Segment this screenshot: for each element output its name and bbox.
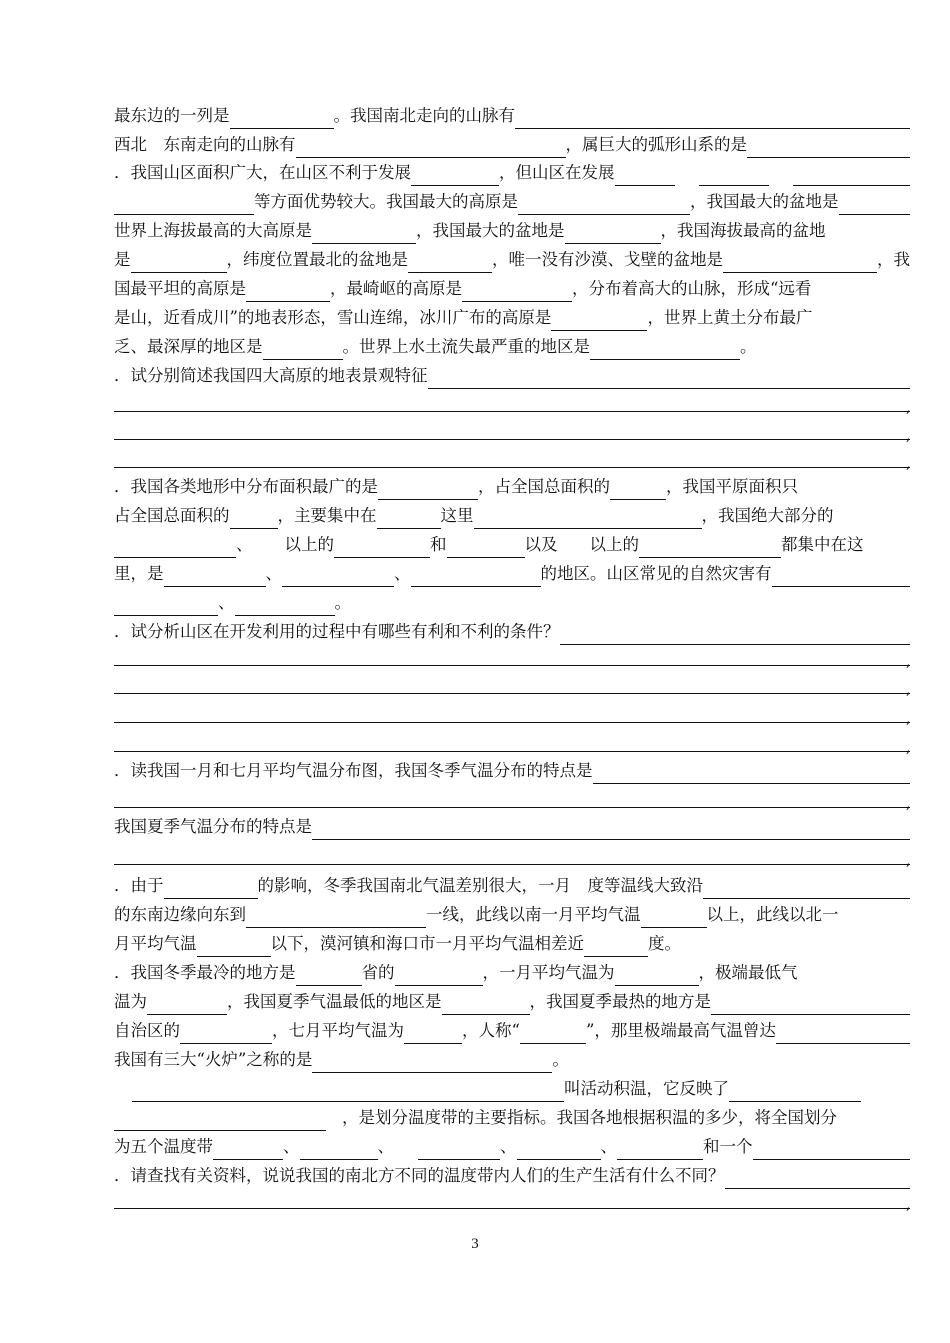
answer-blank[interactable] [296, 137, 566, 158]
question-text: 一线，此线以南一月平均气温 [426, 905, 641, 924]
answer-blank[interactable] [703, 878, 910, 899]
answer-blank[interactable] [753, 1139, 911, 1160]
question-line [114, 561, 910, 587]
question-text: ．读我国一月和七月平均气温分布图，我国冬季气温分布的特点是 [114, 761, 593, 780]
question-line [114, 873, 910, 899]
question-line [114, 532, 910, 558]
answer-blank[interactable] [164, 878, 258, 899]
answer-line[interactable] [114, 439, 910, 440]
question-text: ，七月平均气温为 [272, 1021, 404, 1040]
question-line [114, 247, 910, 273]
answer-blank[interactable] [590, 339, 740, 360]
answer-blank[interactable] [197, 936, 271, 957]
question-text: 叫活动积温，它反映了 [564, 1079, 729, 1098]
question-text: 。我国南北走向的山脉有 [333, 106, 515, 125]
question-text: ．请查找有关资料，说说我国的南北方不同的温度带内人们的生产生活有什么不同？ [114, 1166, 725, 1185]
answer-blank[interactable] [408, 252, 492, 273]
question-text: ，一月平均气温为 [482, 963, 615, 982]
answer-blank[interactable] [447, 537, 525, 558]
answer-blank[interactable] [462, 281, 572, 302]
question-line [114, 160, 910, 186]
question-text: 以上，此线以北一 [706, 905, 839, 924]
question-line [114, 363, 910, 389]
answer-blank[interactable] [515, 108, 910, 129]
answer-blank[interactable] [723, 252, 877, 273]
question-text: ，我国最大的盆地是 [416, 221, 565, 240]
question-text: 世界上海拔最高的大高原是 [114, 221, 312, 240]
question-text: 、 [600, 1137, 617, 1156]
question-line [114, 218, 910, 244]
answer-blank[interactable] [565, 223, 661, 244]
answer-blank[interactable] [334, 537, 430, 558]
answer-blank[interactable] [520, 1023, 586, 1044]
question-text: 、 [218, 593, 235, 612]
question-text: 、 [500, 1137, 517, 1156]
question-line [114, 334, 910, 360]
question-line [114, 814, 910, 840]
answer-blank[interactable] [312, 819, 910, 840]
answer-blank[interactable] [699, 165, 769, 186]
answer-blank[interactable] [776, 1023, 910, 1044]
question-line [114, 902, 910, 928]
question-text: 等方面优势较大。我国最大的高原是 [254, 192, 518, 211]
question-text: ，但山区在发展 [499, 163, 615, 182]
question-text: ．试分析山区在开发利用的过程中有哪些有利和不利的条件？ [114, 622, 560, 641]
answer-blank[interactable] [615, 965, 699, 986]
question-text: 、 [283, 1137, 300, 1156]
question-text: ，主要集中在 [277, 506, 377, 525]
answer-line[interactable] [114, 693, 910, 694]
question-text: 西北 东南走向的山脉有 [114, 135, 296, 154]
question-text: ，我国夏季最热的地方是 [529, 992, 711, 1011]
question-text: 里，是 [114, 564, 164, 583]
question-text: 的地区。山区常见的自然灾害有 [540, 564, 772, 583]
question-text: ，我国夏季气温最低的地区是 [227, 992, 442, 1011]
question-text: 以上的 [589, 535, 639, 554]
question-text: 。 [740, 337, 757, 356]
question-line [114, 758, 910, 784]
question-text: 省的 [361, 963, 395, 982]
answer-line[interactable] [114, 411, 910, 412]
question-line [114, 103, 910, 129]
answer-blank[interactable] [296, 965, 362, 986]
question-line [114, 1018, 910, 1044]
question-text: ，纬度位置最北的盆地是 [226, 250, 408, 269]
question-text: ．我国各类地形中分布面积最广的是 [114, 477, 378, 496]
answer-blank[interactable] [747, 137, 910, 158]
answer-blank[interactable] [772, 566, 911, 587]
answer-blank[interactable] [164, 566, 266, 587]
answer-blank[interactable] [639, 537, 781, 558]
question-text: 我国有三大“火炉”之称的是 [114, 1050, 313, 1069]
question-text: ．我国冬季最冷的地方是 [114, 963, 296, 982]
line-end-mark: , [906, 682, 911, 698]
line-end-mark: , [906, 1197, 911, 1213]
answer-blank[interactable] [641, 907, 707, 928]
answer-blank[interactable] [610, 479, 666, 500]
question-text: 国最平坦的高原是 [114, 279, 246, 298]
question-line [114, 931, 910, 957]
answer-blank[interactable] [411, 165, 499, 186]
question-text: 以上的 [284, 535, 334, 554]
question-text: 、 [236, 535, 253, 554]
answer-blank[interactable] [615, 165, 675, 186]
question-text: ，是划分温度带的主要指标。我国各地根据积温的多少，将全国划分 [342, 1108, 837, 1127]
question-text: ，极端最低气 [698, 963, 798, 982]
question-line [114, 619, 910, 645]
question-line [114, 132, 910, 158]
answer-blank[interactable] [147, 994, 227, 1015]
answer-blank[interactable] [300, 1139, 378, 1160]
question-text: ，我国海拔最高的盆地 [660, 221, 826, 240]
question-text: 温为 [114, 992, 147, 1011]
question-line [114, 1047, 910, 1073]
question-text: ，占全国总面积的 [478, 477, 610, 496]
answer-blank[interactable] [729, 1081, 861, 1102]
answer-blank[interactable] [312, 223, 416, 244]
answer-blank[interactable] [428, 368, 911, 389]
question-text: 最东边的一列是 [114, 106, 230, 125]
question-text: 是 [114, 250, 131, 269]
answer-blank[interactable] [114, 194, 254, 215]
answer-line[interactable] [114, 665, 910, 666]
question-text: 。世界上水土流失最严重的地区是 [342, 337, 590, 356]
answer-blank[interactable] [442, 994, 530, 1015]
question-text: 和 [430, 535, 447, 554]
question-text: 以下，漠河镇和海口市一月平均气温相差近 [270, 934, 584, 953]
question-text: 的影响，冬季我国南北气温差别很大，一月 度等温线大致沿 [257, 876, 703, 895]
answer-blank[interactable] [282, 566, 394, 587]
answer-blank[interactable] [263, 339, 343, 360]
answer-line[interactable] [114, 467, 910, 468]
line-end-mark: , [906, 853, 911, 869]
page-number: 3 [471, 1236, 479, 1252]
question-text: 、 [394, 564, 411, 583]
answer-line[interactable] [114, 751, 910, 752]
question-text: 度。 [648, 934, 681, 953]
question-line [114, 590, 910, 616]
answer-blank[interactable] [377, 508, 441, 529]
question-text: ，唯一没有沙漠、戈壁的盆地是 [492, 250, 723, 269]
answer-line[interactable] [114, 807, 910, 808]
answer-blank[interactable] [131, 252, 227, 273]
answer-blank[interactable] [246, 907, 426, 928]
question-text: ．由于 [114, 876, 164, 895]
line-end-mark: , [906, 740, 911, 756]
question-line [114, 305, 910, 331]
answer-line[interactable] [114, 864, 910, 865]
question-text: 是山，近看成川”的地表形态，雪山连绵，冰川广布的高原是 [114, 308, 552, 327]
answer-blank[interactable] [114, 1110, 326, 1131]
line-end-mark: , [906, 428, 911, 444]
answer-line[interactable] [114, 1208, 910, 1209]
question-text: ．我国山区面积广大，在山区不利于发展 [114, 163, 411, 182]
answer-blank[interactable] [312, 1052, 552, 1073]
answer-blank[interactable] [584, 936, 648, 957]
answer-blank[interactable] [230, 508, 278, 529]
line-end-mark: , [906, 711, 911, 727]
answer-blank[interactable] [404, 1023, 462, 1044]
answer-blank[interactable] [213, 1139, 283, 1160]
answer-blank[interactable] [378, 479, 478, 500]
question-text: 我国夏季气温分布的特点是 [114, 817, 312, 836]
answer-blank[interactable] [793, 165, 911, 186]
question-text: 、 [377, 1137, 394, 1156]
answer-blank[interactable] [395, 965, 483, 986]
answer-blank[interactable] [235, 595, 335, 616]
answer-blank[interactable] [418, 1139, 500, 1160]
question-text: 的东南边缘向东到 [114, 905, 246, 924]
question-text: 这里 [440, 506, 474, 525]
question-text: 占全国总面积的 [114, 506, 230, 525]
answer-blank[interactable] [114, 537, 236, 558]
question-line [114, 474, 910, 500]
question-line [114, 1076, 910, 1102]
question-text: 乏、最深厚的地区是 [114, 337, 263, 356]
question-text: ，我国绝大部分的 [701, 506, 834, 525]
question-text: 以及 [524, 535, 558, 554]
answer-blank[interactable] [230, 108, 334, 129]
question-text: 。 [334, 593, 351, 612]
question-text: ，我 [877, 250, 910, 269]
line-end-mark: , [906, 456, 911, 472]
answer-blank[interactable] [518, 194, 690, 215]
question-text: ，人称“ [462, 1021, 520, 1040]
question-text: ，分布着高大的山脉，形成“远看 [572, 279, 812, 298]
question-line [114, 276, 910, 302]
question-line [114, 1134, 910, 1160]
answer-blank[interactable] [560, 624, 911, 645]
question-text: ，我国平原面积只 [666, 477, 798, 496]
answer-blank[interactable] [114, 595, 218, 616]
question-text: 都集中在这 [781, 535, 864, 554]
question-text: ．试分别简述我国四大高原的地表景观特征 [114, 366, 428, 385]
answer-blank[interactable] [246, 281, 330, 302]
answer-blank[interactable] [551, 310, 647, 331]
question-text: ，最崎岖的高原是 [330, 279, 462, 298]
question-line [114, 960, 910, 986]
question-line [114, 1105, 910, 1131]
question-line [114, 989, 910, 1015]
answer-blank[interactable] [474, 508, 702, 529]
answer-blank[interactable] [839, 194, 911, 215]
answer-blank[interactable] [517, 1139, 601, 1160]
answer-blank[interactable] [593, 763, 911, 784]
answer-blank[interactable] [617, 1139, 703, 1160]
question-text: ”，那里极端最高气温曾达 [585, 1021, 776, 1040]
question-text: 月平均气温 [114, 934, 197, 953]
question-text: ，我国最大的盆地是 [690, 192, 839, 211]
line-end-mark: , [906, 796, 911, 812]
question-text: ，世界上黄土分布最广 [647, 308, 813, 327]
line-end-mark: , [906, 654, 911, 670]
question-text: 和一个 [703, 1137, 753, 1156]
question-text: 。 [552, 1050, 569, 1069]
answer-blank[interactable] [411, 566, 541, 587]
answer-blank[interactable] [180, 1023, 272, 1044]
question-line [114, 1163, 910, 1189]
answer-blank[interactable] [132, 1081, 564, 1102]
line-end-mark: , [906, 400, 911, 416]
answer-blank[interactable] [711, 994, 910, 1015]
question-text: 自治区的 [114, 1021, 180, 1040]
answer-blank[interactable] [725, 1168, 911, 1189]
question-text: ，属巨大的弧形山系的是 [565, 135, 747, 154]
question-text: 、 [265, 564, 282, 583]
answer-line[interactable] [114, 722, 910, 723]
question-line [114, 503, 910, 529]
question-line [114, 189, 910, 215]
question-text: 为五个温度带 [114, 1137, 213, 1156]
